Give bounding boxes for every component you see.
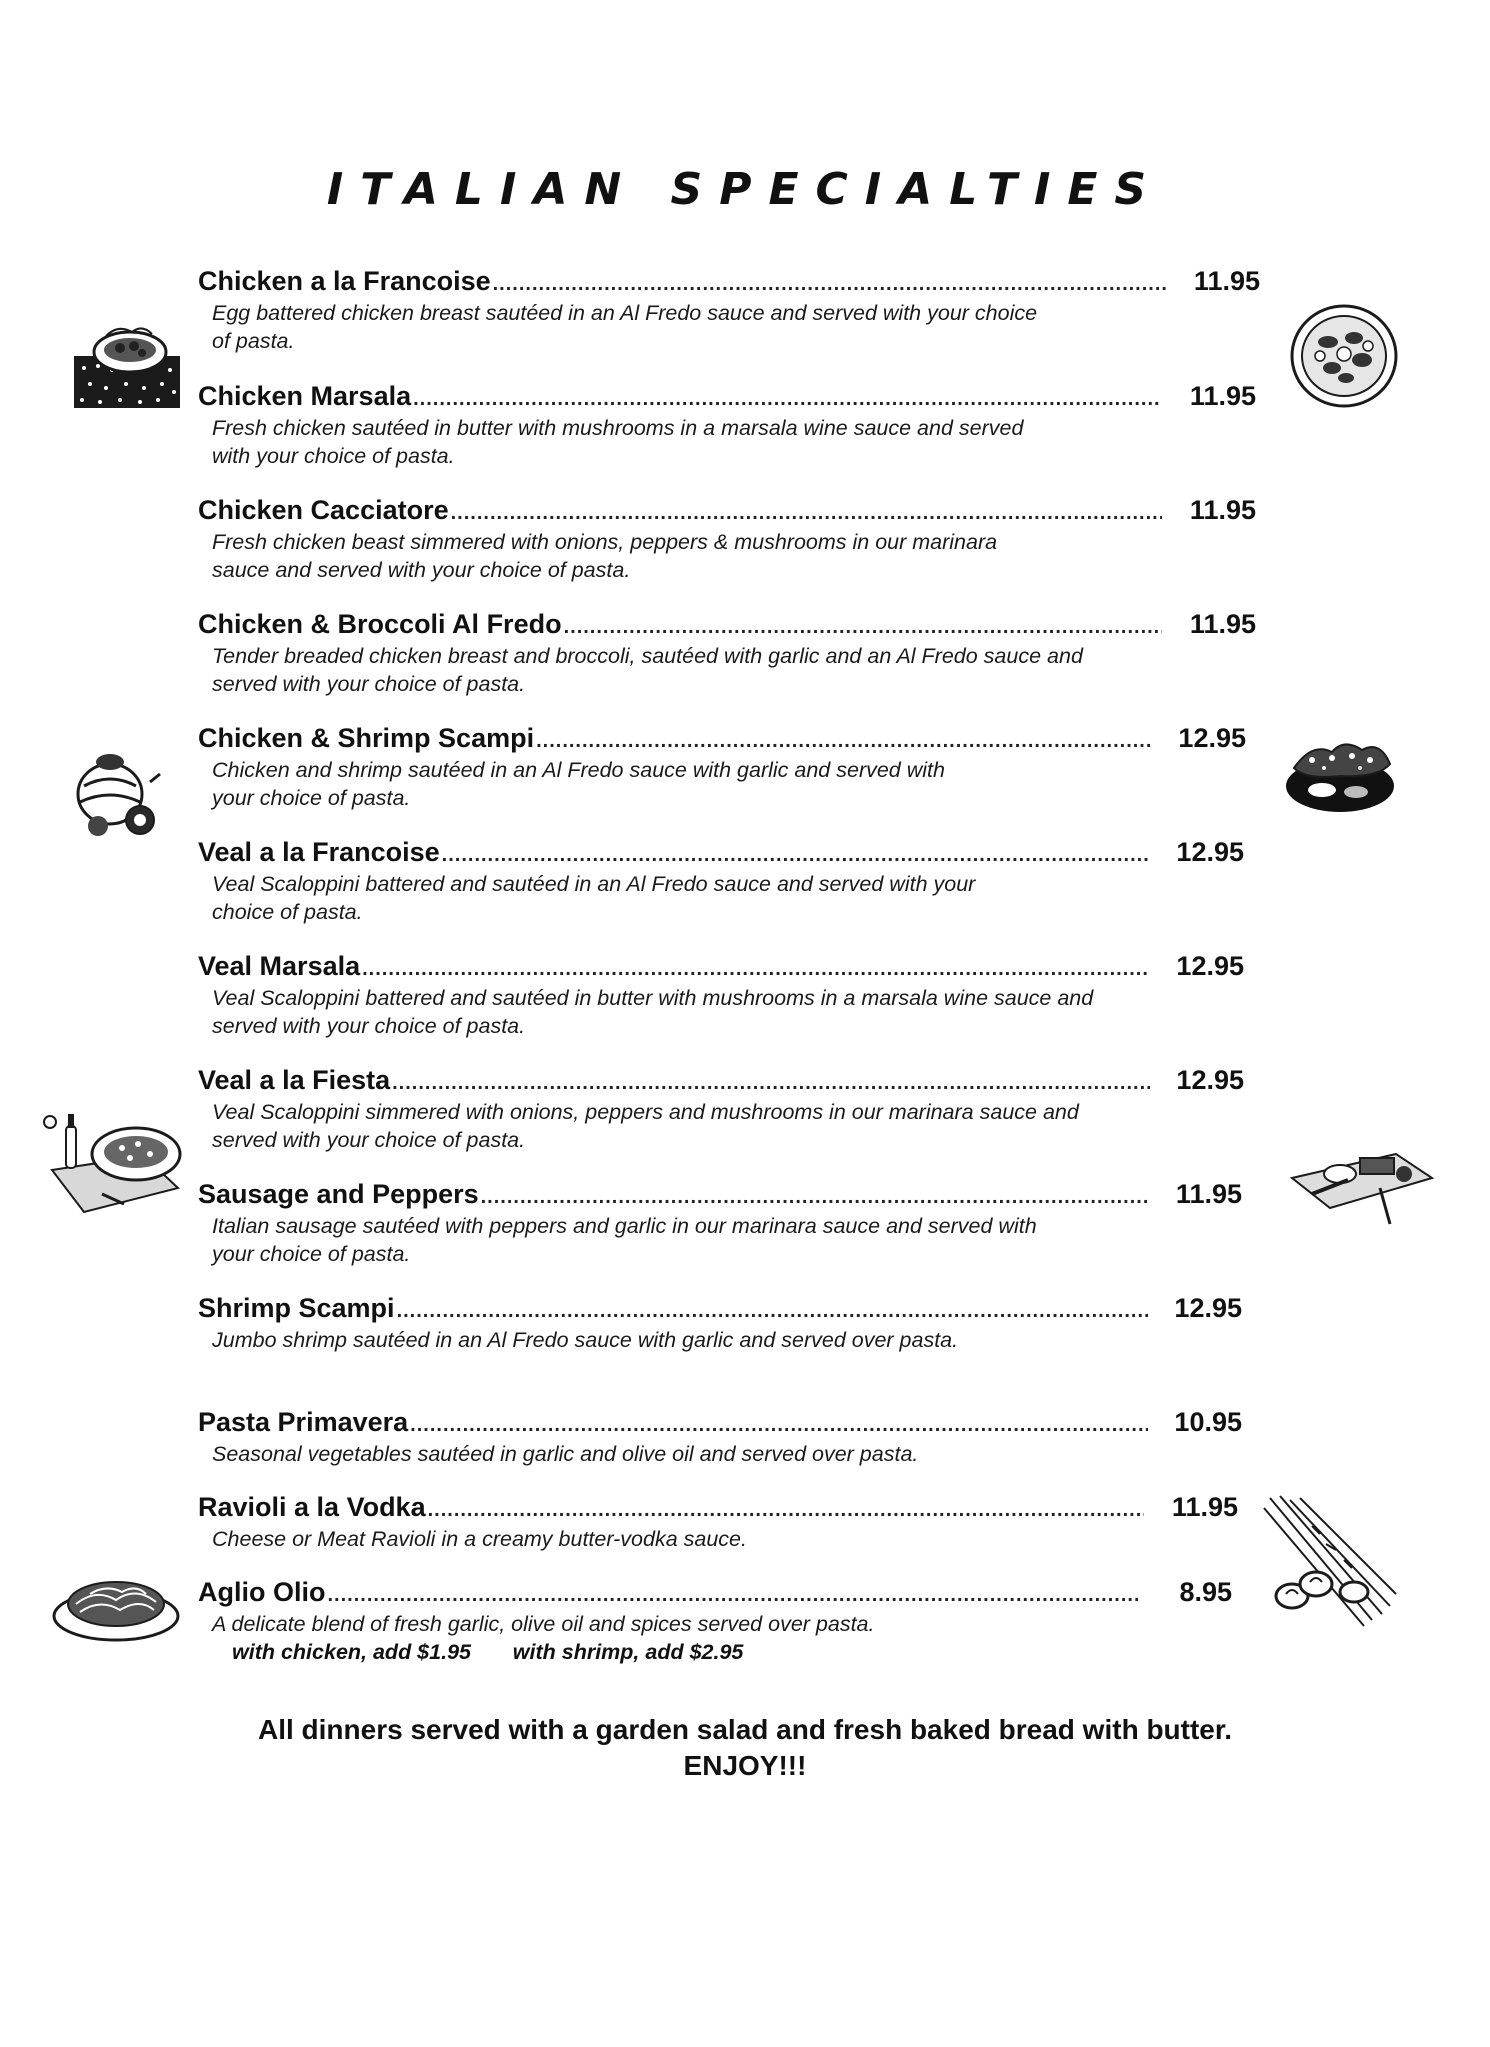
item-price: 12.95	[1176, 951, 1244, 981]
item-description: Italian sausage sautéed with peppers and garlic in our marinara sauce and served with your choice of pasta.	[212, 1214, 1037, 1266]
item-price: 11.95	[1171, 1492, 1238, 1522]
dot-leader	[442, 839, 1150, 871]
item-name: Chicken & Broccoli Al Fredo	[198, 609, 562, 639]
dot-leader	[397, 1295, 1148, 1327]
item-description: Jumbo shrimp sautéed in an Al Fredo sauce with garlic and served over pasta.	[212, 1328, 959, 1352]
table-setting-icon	[36, 1108, 186, 1220]
item-price: 10.95	[1174, 1407, 1242, 1437]
footer-note: All dinners served with a garden salad and fresh baked bread with butter.	[257, 1714, 1233, 1745]
menu-item	[198, 836, 1244, 926]
menu-item	[198, 1576, 1232, 1666]
garlic-herbs-icon	[1260, 1494, 1406, 1634]
item-description: Veal Scaloppini battered and sautéed in butter with mushrooms in a marsala wine sauce and served with your choice of pasta.	[212, 986, 1094, 1038]
menu-item	[198, 380, 1256, 470]
item-name: Veal a la Fiesta	[198, 1065, 391, 1095]
item-name: Chicken & Shrimp Scampi	[198, 723, 535, 753]
item-name: Chicken Cacciatore	[198, 495, 449, 525]
item-description: Fresh chicken sautéed in butter with mushrooms in a marsala wine sauce and served with your choice of pasta.	[212, 416, 1024, 468]
food-basket-icon	[72, 322, 184, 412]
item-name: Veal Marsala	[198, 951, 361, 981]
dot-leader	[481, 1181, 1148, 1213]
item-addons: with chicken, add $1.95 with shrimp, add $2.95	[232, 1640, 744, 1664]
item-price: 11.95	[1175, 1179, 1242, 1209]
salad-plate-icon	[1288, 302, 1400, 410]
menu-item	[198, 950, 1244, 1040]
dot-leader	[413, 383, 1162, 415]
dot-leader	[564, 611, 1162, 643]
vegetables-icon	[70, 748, 166, 840]
dot-leader	[493, 268, 1166, 300]
dot-leader	[451, 497, 1162, 529]
item-description: Egg battered chicken breast sautéed in an Al Fredo sauce and served with your choice of pasta.	[212, 301, 1038, 353]
item-price: 12.95	[1176, 837, 1244, 867]
item-description: Fresh chicken beast simmered with onions, peppers & mushrooms in our marinara sauce and served with your choice of pasta.	[212, 530, 998, 582]
item-name: Pasta Primavera	[198, 1407, 409, 1437]
menu-item	[198, 265, 1260, 355]
item-name: Chicken a la Francoise	[198, 266, 491, 296]
menu-item	[198, 608, 1256, 698]
item-description: Chicken and shrimp sautéed in an Al Fredo sauce with garlic and served with your choice of pasta.	[212, 758, 945, 810]
item-name: Ravioli a la Vodka	[198, 1492, 426, 1522]
item-price: 12.95	[1174, 1293, 1242, 1323]
dot-leader	[428, 1494, 1144, 1526]
item-name: Veal a la Francoise	[198, 837, 440, 867]
menu-item	[198, 1491, 1238, 1553]
item-description: Tender breaded chicken breast and broccoli, sautéed with garlic and an Al Fredo sauce and served with your choice of pasta.	[212, 644, 1083, 696]
item-name: Shrimp Scampi	[198, 1293, 395, 1323]
item-price: 11.95	[1189, 609, 1256, 639]
item-description: A delicate blend of fresh garlic, olive oil and spices served over pasta.	[212, 1612, 875, 1636]
menu-item	[198, 494, 1256, 584]
dot-leader	[328, 1579, 1139, 1611]
item-price: 12.95	[1176, 1065, 1244, 1095]
item-price: 11.95	[1189, 381, 1256, 411]
item-name: Chicken Marsala	[198, 381, 412, 411]
menu-item	[198, 1064, 1244, 1154]
item-description: Veal Scaloppini battered and sautéed in an Al Fredo sauce and served with your choice of pasta.	[212, 872, 976, 924]
item-name: Aglio Olio	[198, 1577, 326, 1607]
item-price: 11.95	[1189, 495, 1256, 525]
item-description: Seasonal vegetables sautéed in garlic and olive oil and served over pasta.	[212, 1442, 919, 1466]
item-description: Cheese or Meat Ravioli in a creamy butter-vodka sauce.	[212, 1527, 747, 1551]
page-title: ITALIAN SPECIALTIES	[326, 164, 1164, 215]
dot-leader	[536, 725, 1152, 757]
menu-item	[198, 722, 1246, 812]
menu-item	[198, 1178, 1242, 1268]
item-description: Veal Scaloppini simmered with onions, peppers and mushrooms in our marinara sauce and served with your choice of pasta.	[212, 1100, 1079, 1152]
item-price: 8.95	[1179, 1577, 1232, 1607]
item-price: 12.95	[1178, 723, 1246, 753]
footer-enjoy: ENJOY!!!	[683, 1750, 807, 1781]
seafood-platter-icon	[1282, 728, 1398, 816]
item-name: Sausage and Peppers	[198, 1179, 479, 1209]
dot-leader	[362, 953, 1150, 985]
item-price: 11.95	[1193, 266, 1260, 296]
cutting-board-icon	[1284, 1138, 1436, 1234]
pasta-plate-icon	[50, 1566, 182, 1644]
dot-leader	[410, 1409, 1148, 1441]
dot-leader	[392, 1067, 1150, 1099]
menu-item	[198, 1406, 1242, 1468]
menu-item	[198, 1292, 1242, 1354]
menu-footer	[0, 1712, 1490, 1784]
